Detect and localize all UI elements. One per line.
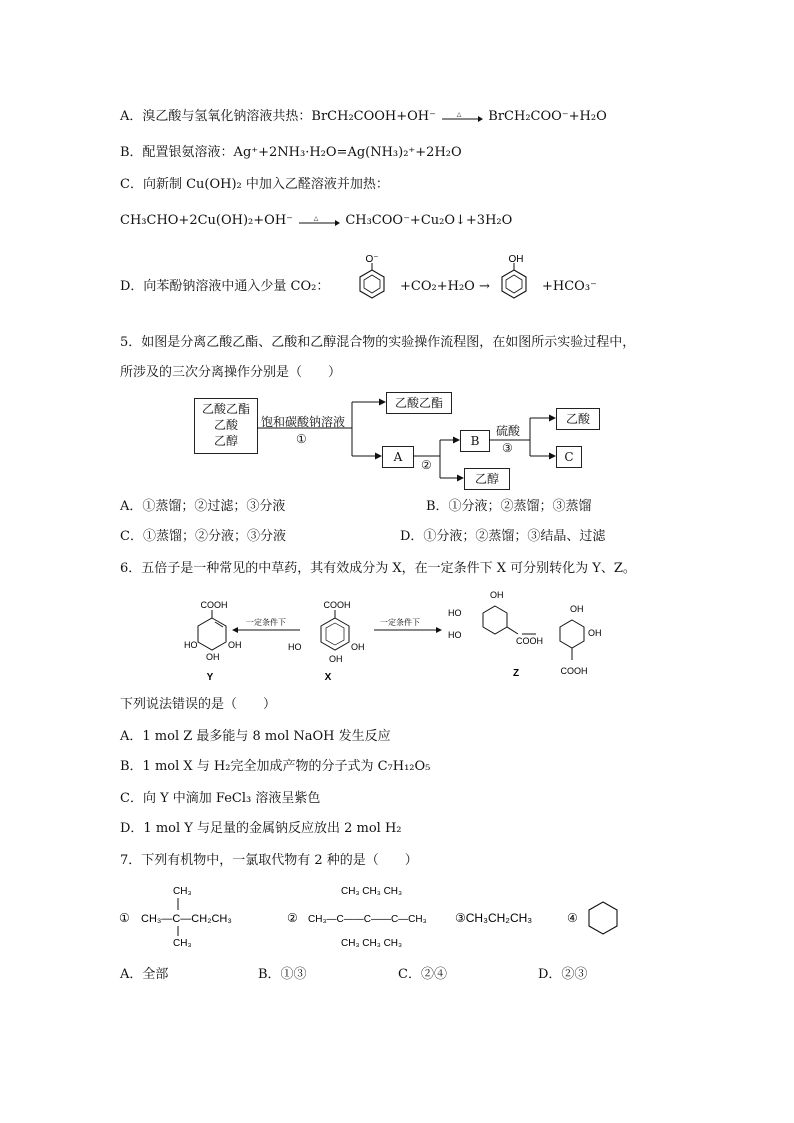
flow-step2-label: ② xyxy=(421,458,432,472)
svg-text:△: △ xyxy=(456,111,462,118)
q6-question: 下列说法错误的是（ ） xyxy=(120,697,277,712)
flow-c-box: C xyxy=(556,446,582,468)
svg-text:COOH: COOH xyxy=(323,600,351,610)
q4-option-b: B．配置银氨溶液：Ag⁺+2NH₃·H₂O=Ag(NH₃)₂⁺+2H₂O xyxy=(120,145,462,160)
compound-x xyxy=(288,600,365,683)
flow-step3-label: ③ xyxy=(502,441,513,455)
q5-option-d: D．①分液；②蒸馏；③结晶、过滤 xyxy=(400,529,606,544)
svg-text:COOH: COOH xyxy=(200,600,228,610)
svg-text:CH₃ CH₃ CH₃: CH₃ CH₃ CH₃ xyxy=(341,938,403,949)
svg-text:X: X xyxy=(324,672,332,683)
q6-option-a: A．1 mol Z 最多能与 8 mol NaOH 发生反应 xyxy=(120,729,391,744)
q7-stem: 7．下列有机物中，一氯取代物有 2 种的是（ ） xyxy=(120,853,418,868)
q4-a-left: A．溴乙酸与氢氧化钠溶液共热：BrCH₂COOH+OH⁻ xyxy=(120,109,436,124)
svg-text:Z: Z xyxy=(512,668,520,679)
q5-option-b: B．①分液；②蒸馏；③蒸馏 xyxy=(426,499,592,514)
compound-z xyxy=(448,590,602,679)
flow-mix-item: 乙醇 xyxy=(213,434,238,448)
svg-text:△: △ xyxy=(313,215,319,222)
svg-text:②: ② xyxy=(287,911,298,925)
compound-y xyxy=(184,600,242,683)
svg-text:O⁻: O⁻ xyxy=(365,254,379,265)
svg-text:OH: OH xyxy=(588,628,602,638)
q5-option-a: A．①蒸馏；②过滤；③分液 xyxy=(120,499,286,514)
svg-text:HO: HO xyxy=(288,642,302,652)
flow-a-box: A xyxy=(382,446,414,468)
q6-reaction-scheme xyxy=(160,588,640,688)
flow-mix-item: 乙酸乙酯 xyxy=(201,402,250,416)
flow-ester-box: 乙酸乙酯 xyxy=(386,392,452,414)
q5-stem-line1: 5．如图是分离乙酸乙酯、乙酸和乙醇混合物的实验操作流程图，在如图所示实验过程中， xyxy=(120,335,636,350)
svg-text:CH₃: CH₃ xyxy=(173,938,192,949)
svg-text:CH₃: CH₃ xyxy=(173,886,192,897)
svg-text:OH: OH xyxy=(329,654,343,664)
q5-option-c: C．①蒸馏；②分液；③分液 xyxy=(120,529,286,544)
svg-text:CH₃—C——C——C—CH₃: CH₃—C——C——C—CH₃ xyxy=(308,914,427,925)
svg-text:CH₃ CH₃ CH₃: CH₃ CH₃ CH₃ xyxy=(341,886,403,897)
svg-text:COOH: COOH xyxy=(516,636,543,646)
q7-option-b: B．①③ xyxy=(258,967,307,982)
q4-a-right: BrCH₂COO⁻+H₂O xyxy=(488,109,607,124)
q4-c-left: CH₃CHO+2Cu(OH)₂+OH⁻ xyxy=(120,213,294,228)
flow-mix-item: 乙酸 xyxy=(213,418,238,432)
q6-option-d: D．1 mol Y 与足量的金属钠反应放出 2 mol H₂ xyxy=(120,821,402,836)
q5-stem-line2: 所涉及的三次分离操作分别是（ ） xyxy=(120,365,342,380)
q6-option-b: B．1 mol X 与 H₂完全加成产物的分子式为 C₇H₁₂O₅ xyxy=(120,759,431,774)
svg-text:OH: OH xyxy=(490,590,504,600)
q4-d-mid: +CO₂+H₂O → xyxy=(400,279,490,294)
q4-option-d: D．向苯酚钠溶液中通入少量 CO₂： xyxy=(120,279,330,294)
svg-text:OH: OH xyxy=(508,254,524,265)
svg-text:一定条件下: 一定条件下 xyxy=(380,618,420,627)
svg-text:Y: Y xyxy=(206,672,214,683)
q7-option-d: D．②③ xyxy=(538,967,588,982)
svg-text:HO: HO xyxy=(448,630,462,640)
flow-acid-box: 乙酸 xyxy=(556,408,600,430)
flow-arrows xyxy=(0,0,794,520)
svg-text:COOH: COOH xyxy=(560,666,588,676)
svg-text:OH: OH xyxy=(351,642,365,652)
q6-option-c: C．向 Y 中滴加 FeCl₃ 溶液呈紫色 xyxy=(120,791,321,806)
flow-b-box: B xyxy=(460,430,490,452)
flow-reagent3-label: 硫酸 xyxy=(496,424,521,438)
svg-text:HO: HO xyxy=(184,640,198,650)
svg-text:一定条件下: 一定条件下 xyxy=(246,618,286,627)
q6-stem: 6．五倍子是一种常见的中草药，其有效成分为 X，在一定条件下 X 可分别转化为 Y、Z。 xyxy=(120,561,636,576)
svg-text:OH: OH xyxy=(206,652,220,662)
q7-molecules xyxy=(115,880,635,950)
svg-text:HO: HO xyxy=(448,608,462,618)
svg-text:③CH₃CH₂CH₃: ③CH₃CH₂CH₃ xyxy=(455,911,533,925)
svg-text:①: ① xyxy=(119,911,130,925)
q4-c-right: CH₃COO⁻+Cu₂O↓+3H₂O xyxy=(345,213,513,228)
q4-option-c: C．向新制 Cu(OH)₂ 中加入乙醛溶液并加热： xyxy=(120,177,389,192)
flow-step1-label: ① xyxy=(296,432,307,446)
q7-option-c: C．②④ xyxy=(398,967,447,982)
q4-d-right: +HCO₃⁻ xyxy=(542,279,597,294)
svg-text:CH₃—C—CH₂CH₃: CH₃—C—CH₂CH₃ xyxy=(141,913,232,925)
flow-ethanol-box: 乙醇 xyxy=(464,468,510,490)
flow-reagent1-label: 饱和碳酸钠溶液 xyxy=(261,415,346,429)
svg-text:④: ④ xyxy=(567,911,578,925)
svg-text:OH: OH xyxy=(570,604,584,614)
svg-text:OH: OH xyxy=(228,640,242,650)
q7-option-a: A．全部 xyxy=(120,967,169,982)
